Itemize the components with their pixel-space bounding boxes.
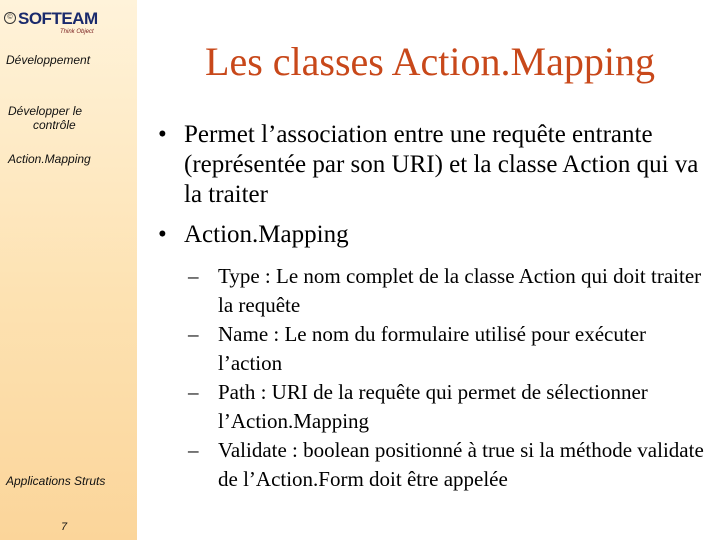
sidebar-topic-line2: contrôle bbox=[33, 118, 76, 132]
subbullet-validate: – Validate : boolean positionné à true si la méthode validate de l’Action.Form doit être appelée bbox=[188, 436, 708, 494]
sidebar-topic bbox=[8, 104, 82, 132]
sidebar-subtopic: Action.Mapping bbox=[8, 152, 91, 166]
copyright-icon: © bbox=[4, 12, 16, 24]
logo-tagline: Think Object bbox=[60, 29, 94, 35]
logo-name: SOFTEAM bbox=[18, 9, 98, 28]
softeam-logo bbox=[4, 8, 104, 38]
subbullet-list bbox=[158, 262, 708, 494]
sidebar-section: Développement bbox=[6, 53, 91, 67]
sidebar bbox=[0, 0, 137, 540]
slide-title: Les classes Action.Mapping bbox=[205, 39, 655, 84]
bullet-actionmapping: • Action.Mapping bbox=[158, 220, 708, 250]
subbullet-name: – Name : Le nom du formulaire utilisé pour exécuter l’action bbox=[188, 320, 708, 378]
bullet-association: • Permet l’association entre une requête entrante (représentée par son URI) et la classe Action qui va la traiter bbox=[158, 120, 708, 210]
page-number: 7 bbox=[61, 521, 68, 533]
subbullet-path: – Path : URI de la requête qui permet de sélectionner l’Action.Mapping bbox=[188, 378, 708, 436]
sidebar-topic-line1: Développer le bbox=[8, 104, 83, 118]
subbullet-type: – Type : Le nom complet de la classe Action qui doit traiter la requête bbox=[188, 262, 708, 320]
sidebar-footer: Applications Struts bbox=[6, 474, 106, 488]
slide-content bbox=[158, 120, 708, 494]
